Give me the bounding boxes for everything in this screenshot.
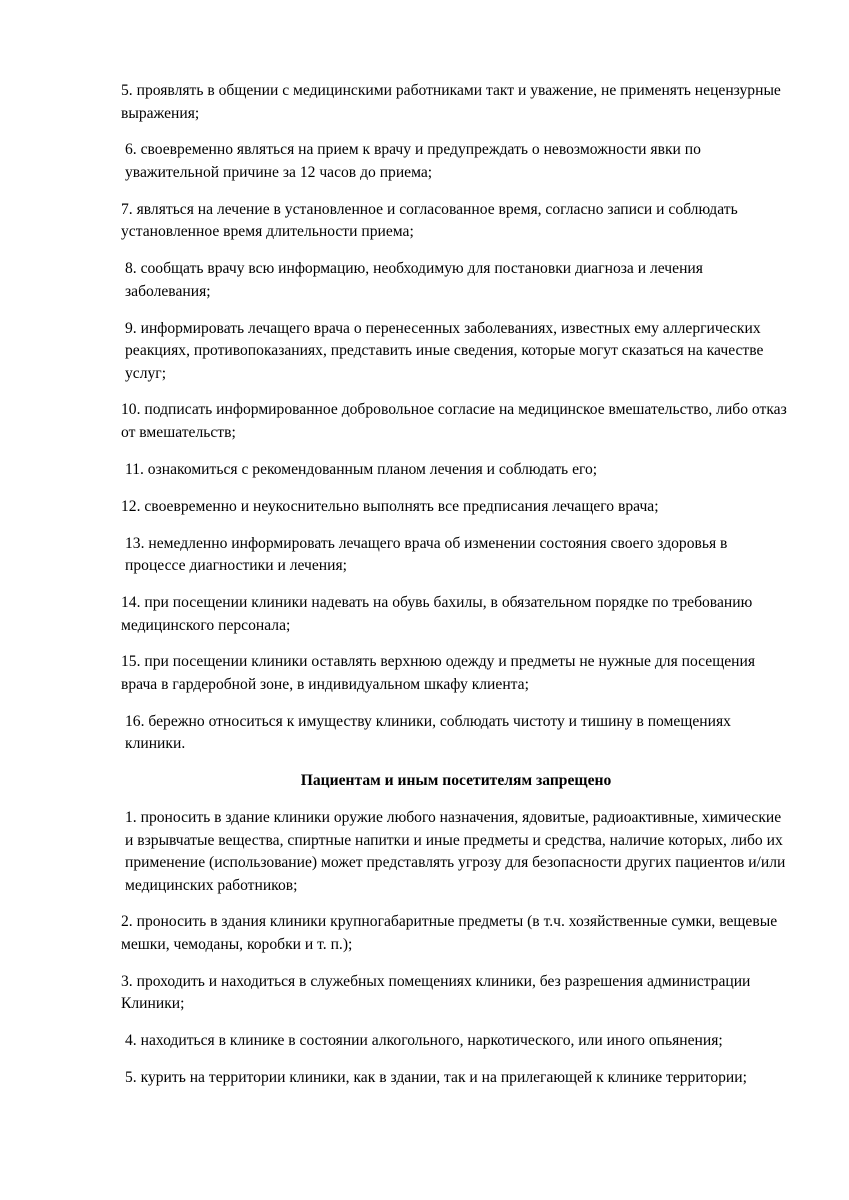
- duty-item: 15. при посещении клиники оставлять верхнюю одежду и предметы не нужные для посещения врача в гардеробной зоне, в индивидуальном шкафу клиента;: [121, 653, 755, 693]
- prohibited-item: 1. проносить в здание клиники оружие любого назначения, ядовитые, радиоактивные, химические и взрывчатые вещества, спиртные напитки и иные предметы и средства, наличие которых, либо их применение (использование) может представлять угрозу для безопасности других пациентов и/или медицинских работников;: [125, 809, 786, 894]
- prohibited-item: 4. находиться в клинике в состоянии алкогольного, наркотического, или иного опьянения;: [125, 1032, 723, 1050]
- duty-item: 14. при посещении клиники надевать на обувь бахилы, в обязательном порядке по требованию медицинского персонала;: [121, 594, 753, 634]
- document-page: [121, 80, 791, 1104]
- duty-item: 8. сообщать врачу всю информацию, необходимую для постановки диагноза и лечения заболевания;: [125, 260, 703, 300]
- duty-item: 6. своевременно являться на прием к врачу и предупреждать о невозможности явки по уважительной причине за 12 часов до приема;: [125, 141, 701, 181]
- duty-item: 5. проявлять в общении с медицинскими работниками такт и уважение, не применять нецензурные выражения;: [121, 82, 781, 122]
- duties-list: [121, 80, 791, 756]
- duty-item: 10. подписать информированное добровольное согласие на медицинское вмешательство, либо отказ от вмешательств;: [121, 401, 787, 441]
- prohibited-list: [121, 807, 791, 1090]
- duty-item: 13. немедленно информировать лечащего врача об изменении состояния своего здоровья в процессе диагностики и лечения;: [125, 534, 728, 575]
- prohibited-item: 3. проходить и находиться в служебных помещениях клиники, без разрешения администрации Клиники;: [121, 972, 751, 1013]
- prohibited-item: 2. проносить в здания клиники крупногабаритные предметы (в т.ч. хозяйственные сумки, вещевые мешки, чемоданы, коробки и т. п.);: [121, 913, 778, 953]
- duty-item: 16. бережно относиться к имуществу клиники, соблюдать чистоту и тишину в помещениях клиники.: [125, 712, 731, 753]
- duty-item: 7. являться на лечение в установленное и согласованное время, согласно записи и соблюдать установленное время длительности приема;: [121, 200, 738, 241]
- duty-item: 11. ознакомиться с рекомендованным планом лечения и соблюдать его;: [125, 460, 598, 478]
- duty-item: 9. информировать лечащего врача о перенесенных заболеваниях, известных ему аллергических реакциях, противопоказаниях, представить иные сведения, которые могут сказаться на качестве услуг;: [125, 319, 764, 382]
- duty-item: 12. своевременно и неукоснительно выполнять все предписания лечащего врача;: [121, 497, 659, 515]
- prohibited-heading: Пациентам и иным посетителям запрещено: [300, 772, 612, 790]
- prohibited-item: 5. курить на территории клиники, как в здании, так и на прилегающей к клинике территории;: [125, 1069, 747, 1087]
